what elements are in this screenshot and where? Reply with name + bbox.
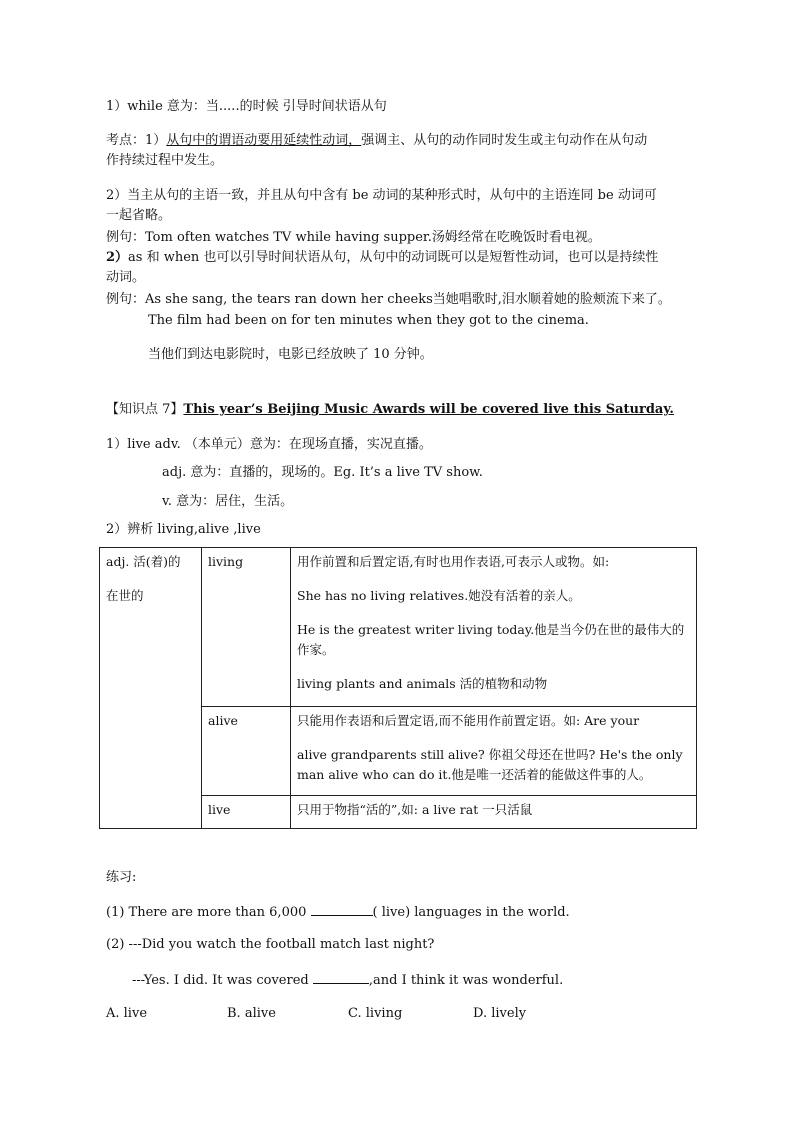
option-d[interactable]: D. lively <box>473 1006 527 1021</box>
word-cell-alive: alive <box>202 707 291 796</box>
pos-line2: 在世的 <box>106 588 144 603</box>
point2-line1: 2）当主从句的主语一致，并且从句中含有 be 动词的某种形式时，从句中的主语连同 be 动词可 <box>106 188 657 203</box>
example2-a: 例句：As she sang, the tears ran down her cheeks当她唱歌时,泪水顺着她的脸颊流下来了。 <box>106 292 671 307</box>
usage-cell-live <box>291 796 697 829</box>
pos-line1: adj. 活(着)的 <box>106 554 181 569</box>
usage-cell-living <box>291 548 697 707</box>
part-of-speech-cell <box>100 548 202 829</box>
word-cell-live: live <box>202 796 291 829</box>
answer-blank[interactable] <box>311 902 373 916</box>
knowledge-label: 【知识点 7】 <box>106 402 184 417</box>
word-cell-living: living <box>202 548 291 707</box>
point3-num: 2） <box>106 250 129 265</box>
q2-ans-before: ---Yes. I did. It was covered <box>132 973 313 988</box>
compare-title: 2）辨析 living,alive ,live <box>106 522 261 537</box>
q1-before: (1) There are more than 6,000 <box>106 905 311 920</box>
exam-point-line2: 作持续过程中发生。 <box>106 153 224 168</box>
usage-line: 用作前置和后置定语,有时也用作表语,可表示人或物。如: <box>297 554 610 569</box>
example2-b: The film had been on for ten minutes when they got to the cinema. <box>148 313 589 328</box>
option-b[interactable]: B. alive <box>227 1006 276 1021</box>
usage-line: 只用于物指“活的”,如: a live rat 一只活鼠 <box>297 802 533 817</box>
question-1 <box>106 902 570 922</box>
question-2: (2) ---Did you watch the football match last night? <box>106 937 435 952</box>
exercise-title: 练习: <box>106 870 137 885</box>
comparison-table <box>99 547 697 829</box>
knowledge-point-heading <box>106 401 674 419</box>
exam-point-line1 <box>106 132 647 150</box>
exam-rest: 强调主、从句的动作同时发生或主句动作在从句动 <box>361 133 648 148</box>
exam-prefix: 考点：1） <box>106 133 167 148</box>
point2-line2: 一起省略。 <box>106 208 172 223</box>
exam-underlined: 从句中的谓语动要用延续性动词， <box>166 133 362 148</box>
table-row <box>100 548 697 707</box>
usage-line: She has no living relatives.她没有活着的亲人。 <box>297 588 581 603</box>
q1-after: ( live) languages in the world. <box>372 905 570 920</box>
answer-blank[interactable] <box>313 970 369 984</box>
usage-line: 只能用作表语和后置定语,而不能用作前置定语。如: Are your <box>297 713 640 728</box>
live-def-adj: adj. 意为：直播的，现场的。Eg. It’s a live TV show. <box>162 465 483 480</box>
option-a[interactable]: A. live <box>106 1006 148 1021</box>
usage-cell-alive <box>291 707 697 796</box>
example2-c: 当他们到达电影院时，电影已经放映了 10 分钟。 <box>148 347 433 362</box>
question-2-answer <box>132 970 563 990</box>
knowledge-sentence: This year’s Beijing Music Awards will be covered live this Saturday. <box>183 402 674 417</box>
while-heading: 1）while 意为：当.....的时候 引导时间状语从句 <box>106 99 387 114</box>
live-def-v: v. 意为：居住，生活。 <box>162 494 294 509</box>
usage-line: He is the greatest writer living today.他是当今仍在世的最伟大的作家。 <box>297 622 685 657</box>
option-c[interactable]: C. living <box>348 1006 403 1021</box>
usage-line: living plants and animals 活的植物和动物 <box>297 676 548 691</box>
point3-line1 <box>106 249 658 267</box>
q2-ans-after: ,and I think it was wonderful. <box>368 973 564 988</box>
example1: 例句：Tom often watches TV while having supper.汤姆经常在吃晚饭时看电视。 <box>106 230 601 245</box>
live-def-adv: 1）live adv. （本单元）意为：在现场直播，实况直播。 <box>106 437 432 452</box>
usage-line: alive grandparents still alive? 你祖父母还在世吗? He's the only man alive who can do it.他是唯一还活着的能做这件事的人。 <box>297 747 683 782</box>
point3-line2: 动词。 <box>106 270 146 285</box>
point3-text: as 和 when 也可以引导时间状语从句，从句中的动词既可以是短暂性动词，也可以是持续性 <box>128 250 659 265</box>
